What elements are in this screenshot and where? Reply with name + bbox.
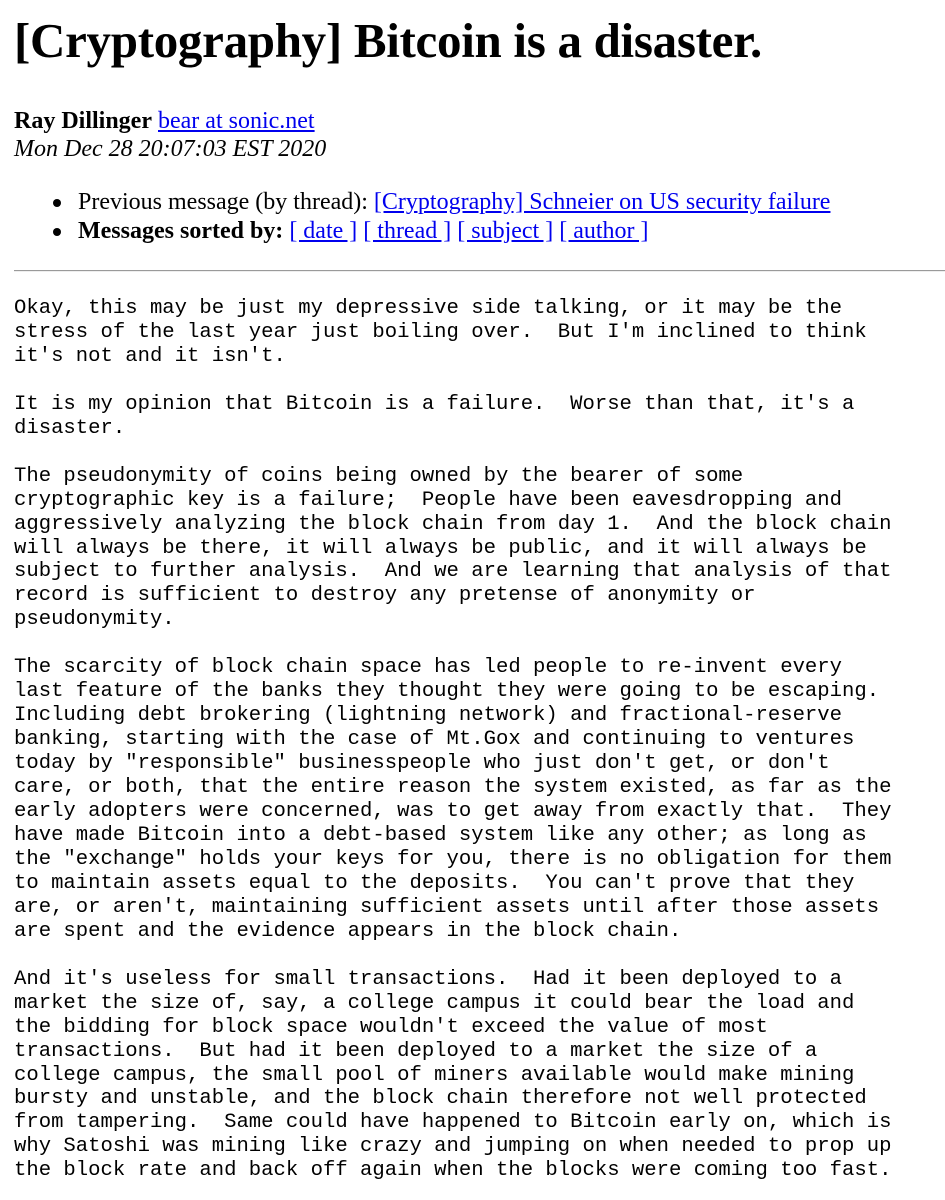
thread-nav [48, 188, 830, 246]
sorted-by-label: Messages sorted by: [78, 218, 284, 244]
sort-by-date-link[interactable]: [ date ] [289, 218, 358, 244]
author-line [14, 106, 315, 136]
previous-message-label: Previous message (by thread): [78, 189, 374, 215]
message-body: Okay, this may be just my depressive side talking, or it may be the stress of the last year just boiling over. But I'm inclined to think it's not and it isn't. It is my opinion that Bitcoin is a failure. Worse than that, it's a disaster. The pseudonymity of coins being owned by the bearer of some cryptographic key is a failure; People have been eavesdropping and aggressively analyzing the block chain from day 1. And the block chain will always be there, it will always be public, and it will always be subject to further analysis. And we are learning that analysis of that record is sufficient to destroy any pretense of anonymity or pseudonymity. The scarcity of block chain space has led people to re-invent every last feature of the banks they thought they were going to be escaping. Including debt brokering (lightning network) and fractional-reserve banking, starting with the case of Mt.Gox and continuing to ventures today by "responsible" businesspeople who just don't get, or don't care, or both, that the entire reason the system existed, as far as the early adopters were concerned, was to get away from exactly that. They have made Bitcoin into a debt-based system like any other; as long as the "exchange" holds your keys for you, there is no obligation for them to maintain assets equal to the deposits. You can't prove that they are, or aren't, maintaining sufficient assets until after those assets are spent and the evidence appears in the block chain. And it's useless for small transactions. Had it been deployed to a market the size of, say, a college campus it could bear the load and the bidding for block space wouldn't exceed the value of most transactions. But had it been deployed to a market the size of a college campus, the small pool of miners available would make mining bursty and unstable, and the block chain therefore not well protected from tampering. Same could have happened to Bitcoin early on, which is why Satoshi was mining like crazy and jumping on when needed to prop up the block rate and back off again when the blocks were coming too fast. [14, 297, 892, 1183]
sort-by-author-link[interactable]: [ author ] [559, 218, 649, 244]
previous-message-item [48, 188, 830, 217]
sort-by-subject-link[interactable]: [ subject ] [457, 218, 554, 244]
header-divider [14, 270, 945, 272]
previous-message-link[interactable]: [Cryptography] Schneier on US security failure [373, 189, 831, 215]
author-email-link[interactable]: bear at sonic.net [158, 108, 315, 134]
bullet-icon [53, 228, 61, 236]
page-title: [Cryptography] Bitcoin is a disaster. [14, 13, 762, 68]
author-name: Ray Dillinger [14, 108, 152, 134]
message-date: Mon Dec 28 20:07:03 EST 2020 [14, 136, 327, 162]
sort-by-thread-link[interactable]: [ thread ] [363, 218, 452, 244]
sorted-by-item [48, 217, 830, 246]
bullet-icon [53, 199, 61, 207]
